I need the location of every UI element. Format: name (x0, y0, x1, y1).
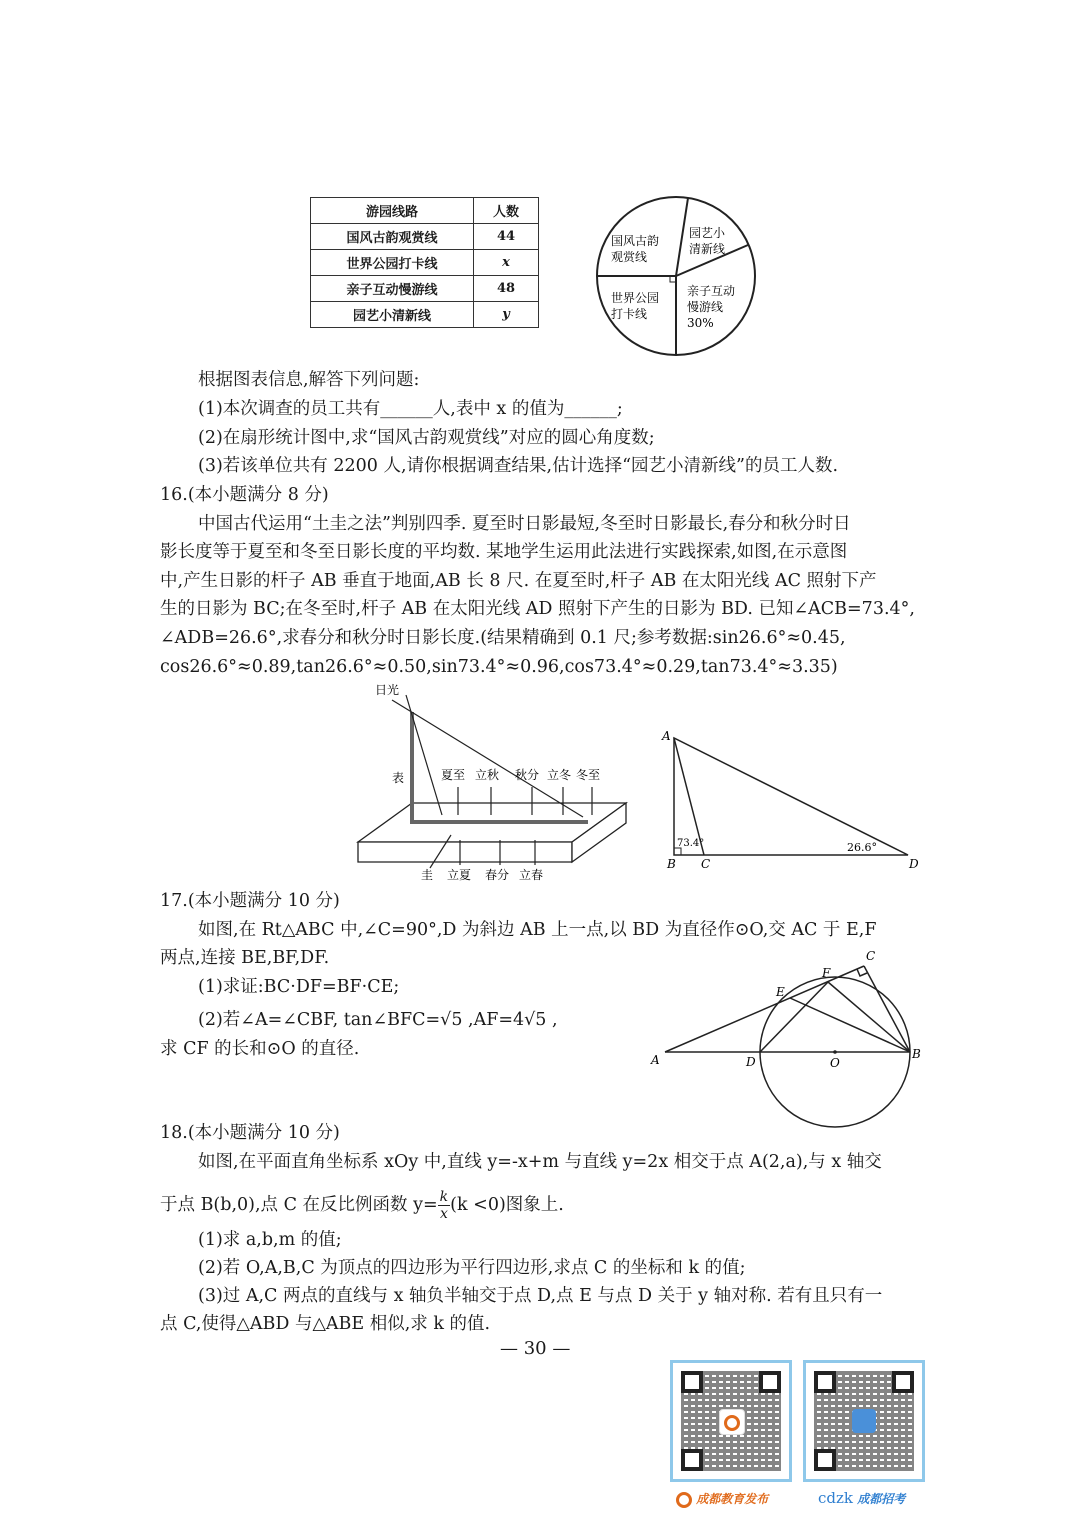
season-label: 夏至 (441, 768, 466, 782)
q18-part3: (3)过 A,C 两点的直线与 x 轴负半轴交于点 D,点 E 与点 D 关于 y 轴对称. 若有且只有一 (198, 1286, 883, 1306)
q17-text: 如图,在 Rt△ABC 中,∠C=90°,D 为斜边 AB 上一点,以 BD 为直径作⊙O,交 AC 于 E,F (198, 920, 877, 940)
logo-icon (719, 1409, 745, 1435)
fraction-numerator: k (439, 1189, 449, 1205)
segment-df (760, 982, 828, 1052)
qr-code-chengdu-education[interactable] (670, 1360, 792, 1482)
q15-part1: (1)本次调查的员工共有______人,表中 x 的值为______; (198, 399, 623, 419)
point-label: D (746, 1055, 756, 1069)
table-row (311, 224, 539, 250)
q18-part2: (2)若 O,A,B,C 为顶点的四边形为平行四边形,求点 C 的坐标和 k 的值; (198, 1258, 746, 1278)
center-point (833, 1050, 837, 1054)
angle-label: 73.4° (677, 838, 705, 849)
table-cell: 44 (474, 224, 539, 250)
season-label: 春分 (485, 868, 510, 882)
triangle-figure (660, 725, 925, 875)
slice-label: 观赏线 (611, 250, 648, 264)
sundial-figure (350, 680, 640, 885)
slice-label: 世界公园 (611, 291, 660, 305)
point-label: A (662, 729, 671, 743)
table-cell: 亲子互动慢游线 (311, 276, 474, 302)
point-label: D (909, 857, 919, 871)
point-label: E (776, 985, 785, 999)
point-label: O (830, 1056, 840, 1070)
point-label: A (651, 1053, 660, 1067)
pie-chart (596, 196, 758, 358)
q18-part1: (1)求 a,b,m 的值; (198, 1230, 342, 1250)
point-label: F (822, 966, 831, 980)
segment-bf (828, 982, 910, 1052)
table-header: 人数 (474, 198, 539, 224)
season-label: 立冬 (547, 768, 572, 782)
table-cell: 园艺小清新线 (311, 302, 474, 328)
sun-ray (392, 700, 583, 817)
q15-part2: (2)在扇形统计图中,求“国风古韵观赏线”对应的圆心角度数; (198, 428, 655, 448)
table-row (311, 250, 539, 276)
point-label: B (667, 857, 676, 871)
table-cell: y (474, 302, 539, 328)
point-label: C (866, 949, 876, 963)
brand-label: 成都教育发布 (696, 1492, 769, 1506)
season-label: 立春 (519, 868, 544, 882)
q16-text: 中国古代运用“土圭之法”判别四季. 夏至时日影最短,冬至时日影最长,春分和秋分时日 (198, 514, 851, 534)
q16-text: 中,产生日影的杆子 AB 垂直于地面,AB 长 8 尺. 在夏至时,杆子 AB 在太阳光线 AC 照射下产 (160, 571, 877, 591)
point-label: B (912, 1047, 921, 1061)
pie-divider (676, 198, 688, 276)
slice-label: 慢游线 (687, 300, 724, 314)
segment-ac (665, 966, 864, 1052)
qr-code-chengdu-zhaokao[interactable] (803, 1360, 925, 1482)
q15-part3: (3)若该单位共有 2200 人,请你根据调查结果,估计选择“园艺小清新线”的员工人数. (198, 456, 839, 476)
table-cell: 国风古韵观赏线 (311, 224, 474, 250)
q18-text: 如图,在平面直角坐标系 xOy 中,直线 y=-x+m 与直线 y=2x 相交于点 A(2,a),与 x 轴交 (198, 1152, 882, 1172)
q18-text: 点 C,使得△ABD 与△ABE 相似,求 k 的值. (160, 1314, 491, 1334)
logo-icon (852, 1409, 876, 1433)
gui-label: 圭 (421, 868, 434, 882)
table-header: 游园线路 (311, 198, 474, 224)
fraction (438, 1189, 450, 1222)
season-label: 冬至 (576, 768, 601, 782)
table-cell: 48 (474, 276, 539, 302)
q17-title: 17.(本小题满分 10 分) (160, 891, 340, 911)
circle-figure (650, 945, 925, 1130)
q17-part2: (2)若∠A=∠CBF, tan∠BFC=√5 ,AF=4√5 , (198, 1010, 558, 1030)
season-label: 立秋 (475, 768, 500, 782)
q15-intro: 根据图表信息,解答下列问题: (198, 370, 420, 390)
page-number: — 30 — (500, 1338, 571, 1359)
fraction-denominator: x (439, 1206, 448, 1222)
slice-label: 国风古韵 (611, 234, 660, 248)
q16-text: cos26.6°≈0.89,tan26.6°≈0.50,sin73.4°≈0.96,cos73.4°≈0.29,tan73.4°≈3.35) (160, 657, 838, 677)
q16-text: ∠ADB=26.6°,求春分和秋分时日影长度.(结果精确到 0.1 尺;参考数据:sin26.6°≈0.45, (160, 628, 846, 648)
table-row (311, 302, 539, 328)
survey-table (310, 197, 539, 328)
q16-text: 影长度等于夏至和冬至日影长度的平均数. 某地学生运用此法进行实践探索,如图,在示意图 (160, 542, 848, 562)
brand-chengdu-zhaokao (818, 1489, 905, 1507)
q16-title: 16.(本小题满分 8 分) (160, 485, 329, 505)
season-label: 秋分 (515, 768, 540, 782)
slice-label: 打卡线 (611, 307, 648, 321)
q18-text-b: (k <0)图象上. (450, 1195, 564, 1215)
segment-cb (864, 966, 910, 1052)
q18-text (160, 1189, 564, 1222)
biao-label: 表 (392, 771, 405, 785)
q17-text: 求 CF 的长和⊙O 的直径. (160, 1039, 360, 1059)
base-front (358, 842, 572, 862)
table-cell: x (474, 250, 539, 276)
cdzk-logo: cdzk (818, 1489, 853, 1507)
ring-logo-icon (676, 1492, 692, 1508)
right-angle-mark (674, 848, 681, 855)
segment-be (790, 998, 910, 1052)
table-row (311, 276, 539, 302)
brand-chengdu-education (676, 1490, 768, 1508)
slice-label: 清新线 (689, 242, 726, 256)
angle-label: 26.6° (847, 841, 877, 854)
slice-percent: 30% (687, 316, 714, 330)
slice-label: 亲子互动 (687, 284, 736, 298)
triangle-abd (674, 738, 908, 855)
point-label: C (701, 857, 711, 871)
q18-title: 18.(本小题满分 10 分) (160, 1123, 340, 1143)
table-cell: 世界公园打卡线 (311, 250, 474, 276)
sunlight-label: 日光 (375, 683, 400, 697)
q17-part1: (1)求证:BC·DF=BF·CE; (198, 977, 400, 997)
q17-text: 两点,连接 BE,BF,DF. (160, 948, 330, 968)
q16-text: 生的日影为 BC;在冬至时,杆子 AB 在太阳光线 AD 照射下产生的日影为 BD. 已知∠ACB=73.4°, (160, 599, 915, 619)
season-label: 立夏 (447, 868, 472, 882)
slice-label: 园艺小 (689, 226, 726, 240)
q18-text-a: 于点 B(b,0),点 C 在反比例函数 y= (160, 1195, 438, 1215)
brand-label: 成都招考 (857, 1492, 906, 1506)
